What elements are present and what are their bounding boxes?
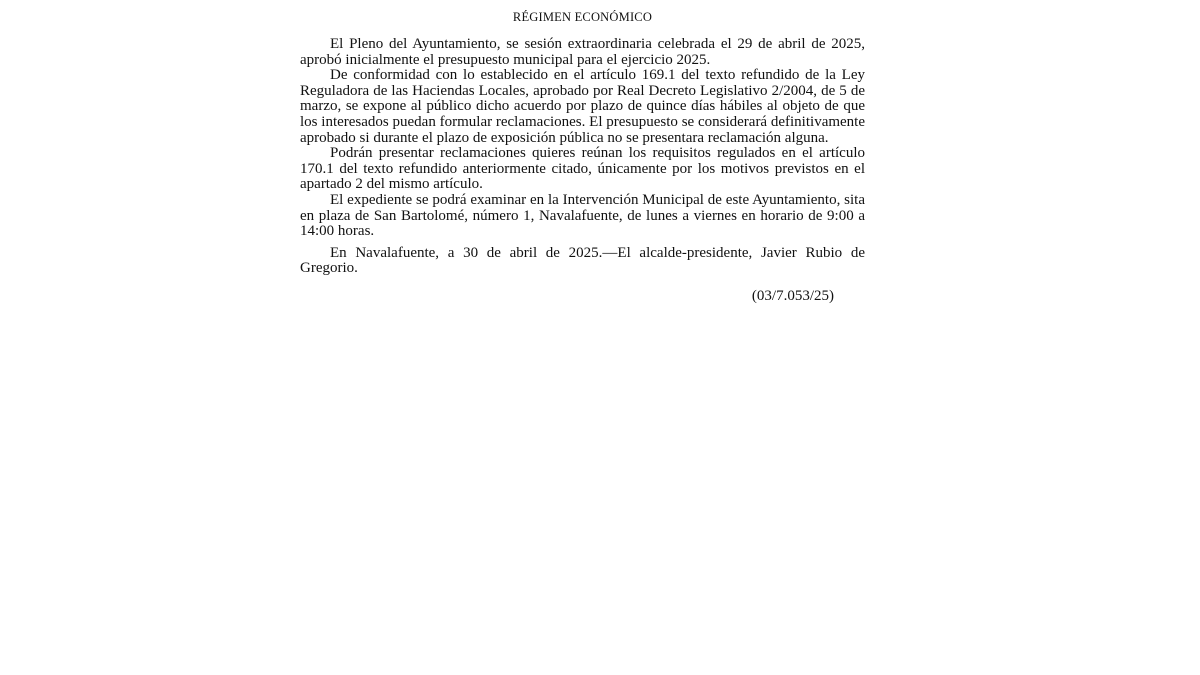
- paragraph-examination: El expediente se podrá examinar en la Intervención Municipal de este Ayuntamiento, sita en plaza de San Bartolomé, número 1, Navalafuente, de lunes a viernes en horario de 9:00 a 14:00 horas.: [300, 191, 865, 240]
- signature-line: En Navalafuente, a 30 de abril de 2025.—El alcalde-presidente, Javier Rubio de Gregorio.: [300, 244, 865, 277]
- paragraph-public-exposure: De conformidad con lo establecido en el artículo 169.1 del texto refundido de la Ley Reguladora de las Haciendas Locales, aprobado por Real Decreto Legislativo 2/2004, de 5 de marzo, se expone al público dicho acuerdo por plazo de quince días hábiles al objeto de que los interesados puedan formular reclamaciones. El presupuesto se considerará definitivamente aprobado si durante el plazo de exposición pública no se presentara reclamación alguna.: [300, 67, 865, 146]
- reference-code: (03/7.053/25): [751, 288, 834, 304]
- paragraph-claims: Podrán presentar reclamaciones quieres reúnan los requisitos regulados en el artículo 170.1 del texto refundido anteriormente citado, únicamente por los motivos previstos en el apartado 2 del mismo artículo.: [300, 145, 865, 193]
- paragraph-approval: El Pleno del Ayuntamiento, se sesión extraordinaria celebrada el 29 de abril de 2025, aprobó inicialmente el presupuesto municipal para el ejercicio 2025.: [300, 36, 865, 68]
- section-heading: RÉGIMEN ECONÓMICO: [512, 10, 653, 24]
- announcement-body: [300, 37, 865, 277]
